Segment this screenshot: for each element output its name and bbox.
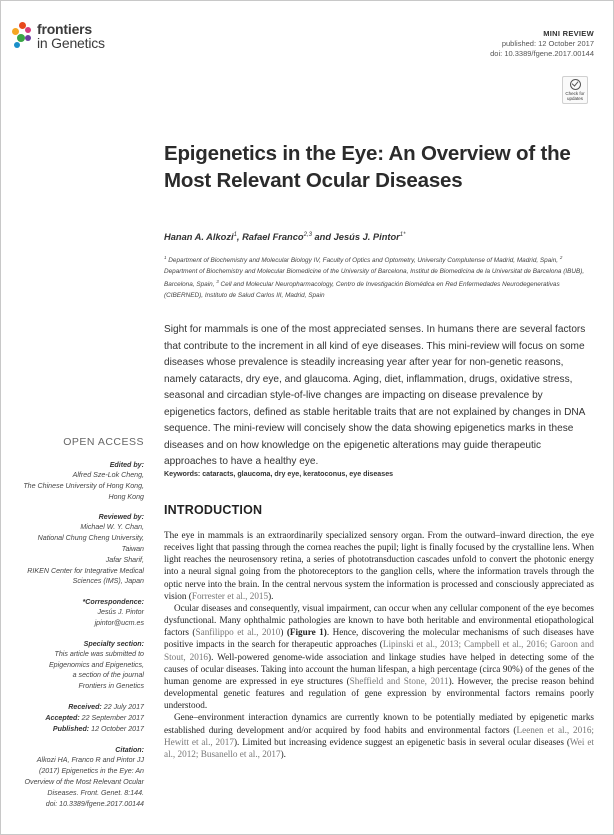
citation-label: Citation: (115, 746, 144, 755)
citation-link[interactable]: Wei et al., 2012; Busanello et al., 2017 (164, 736, 594, 759)
citation-doi[interactable]: doi: 10.3389/fgene.2017.00144 (45, 799, 144, 808)
specialty-label: Specialty section: (83, 639, 144, 648)
keywords-list: cataracts, glaucoma, dry eye, keratoconus, eye diseases (200, 470, 394, 478)
affiliation-text: Department of Biochemistry and Molecular Biomedicine of the University of Barcelona, Institut de Biomedicina de la Universitat de Barcelona (IBUB), Barcelona, Spain, (164, 267, 585, 289)
citation-block (0, 745, 144, 809)
author-separator: and (311, 232, 334, 243)
reviewer-line: Taiwan (121, 544, 144, 553)
accepted-value: 22 September 2017 (79, 713, 144, 722)
received-value: 22 July 2017 (101, 702, 144, 711)
affiliation-text: Department of Biochemistry and Molecular Biology IV, Faculty of Optics and Optometry, University Complutense of Madrid, Madrid, Spain, (166, 257, 560, 265)
paragraph-text: Gene–environment interaction dynamics are currently known to be potentially mediated by epigenetic marks established during development and/or acquired by food habits and environmental factors ( (164, 712, 594, 735)
affiliation-sup: 1 (164, 255, 167, 260)
author-affiliation-sup: 1* (399, 232, 406, 238)
citation-link[interactable]: Lipinski et al., 2013; Campbell et al., 2016; Garoon and Stout, 2016 (164, 639, 595, 662)
frontiers-logo-icon (12, 22, 34, 52)
published-date-sidebar (0, 724, 144, 735)
keywords-label: Keywords: (164, 470, 201, 478)
reviewer-line[interactable]: Michael W. Y. Chan, (80, 523, 144, 532)
accepted-label: Accepted: (45, 713, 80, 722)
paragraph-text: ) (280, 627, 287, 638)
specialty-line: Frontiers in Genetics (78, 682, 144, 691)
edited-by-label: Edited by: (109, 461, 144, 469)
affiliation-sup: 2 (559, 255, 563, 260)
published-label: Published: (52, 724, 90, 733)
paragraph-text: ). However, the precise reason behind developmental genetic features and regulation of gene expression by environmental factors remains poorly understood. (164, 675, 594, 711)
article-title: Epigenetics in the Eye: An Overview of the Most Relevant Ocular Diseases (164, 142, 571, 192)
specialty-block (0, 639, 144, 692)
published-value: 12 October 2017 (89, 724, 144, 733)
edited-by-block (0, 460, 144, 502)
author-list (164, 232, 405, 242)
abstract: Sight for mammals is one of the most appreciated senses. In humans there are several factors that contribute to the increment in all kind of eye diseases. This mini-review will focus on some diseases whose prevalence is steadily increasing year after year for non-genetic reasons, namely cataracts, dry eye, and glaucoma. Aging, diet, inflammation, drugs, oxidative stress, seasonal and circadian style-of-live changes are impacting on disease prevalence by epigenetics factors, defined as stable heritable traits that are not explained by changes in DNA sequence. The mini-review will concisely show the data showing epigenetics marks in these diseases and on how knowledge on the epigenetic alterations may guide therapeutic approaches to have a healthy eye. (164, 324, 586, 467)
paragraph-text: The eye in mammals is an extraordinarily specialized sensory organ. From the outward–inward direction, the eye receives light that passing through the cornea reaches the pupil; light is finally focused by the crystalline lens. When light reaches the neurosensory retina, a series of phototransduction cascades unfold to convert the photonic energy into a neural signal going from the photoreceptors to the ganglion cells, where the information travels through the optic nerve into the brain. In the central nervous system the information is processed and consciously appreciated as vision ( (164, 530, 594, 601)
specialty-line: a section of the journal (72, 671, 144, 680)
paragraph-text: . Hence, discovering the molecular mechanisms of such diseases have positive impacts in the search for therapeutic approaches ( (164, 627, 594, 650)
check-for-updates-button[interactable] (562, 76, 588, 104)
article-type: MINI REVIEW (543, 29, 594, 38)
paragraph-text: ). (268, 590, 274, 601)
editor-line: The Chinese University of Hong Kong, (23, 481, 144, 490)
dates-block (0, 702, 144, 734)
correspondence-email[interactable]: jpintor@ucm.es (94, 618, 144, 627)
logo-brand-text: frontiers (37, 21, 92, 37)
author-affiliation-sup: 2,3 (303, 232, 312, 238)
citation-line: Alkozi HA, Franco R and Pintor JJ (36, 756, 144, 765)
open-access-label: OPEN ACCESS (63, 436, 144, 448)
accepted-date (0, 713, 144, 724)
check-icon (570, 79, 581, 90)
reviewer-line[interactable]: Jafar Sharif, (105, 555, 144, 564)
affiliation-text: Cell and Molecular Neuropharmacology, Centro de Investigación Biomédica en Red Enfermedades Neurodegenerativas (CIBERNED), Instituto de Salud Carlos III, Madrid, Spain (164, 281, 560, 300)
paragraph (164, 711, 594, 760)
introduction-body (164, 529, 594, 760)
citation-line: (2017) Epigenetics in the Eye: An (38, 767, 144, 776)
published-date: published: 12 October 2017 (501, 39, 594, 48)
article-sidebar (0, 436, 144, 819)
citation-line: Overview of the Most Relevant Ocular (24, 777, 144, 786)
reviewed-by-label: Reviewed by: (98, 513, 144, 522)
check-updates-label: Check for updates (565, 91, 585, 101)
reviewer-line: National Chung Cheng University, (37, 534, 144, 543)
specialty-line: Epigenomics and Epigenetics, (48, 660, 144, 669)
affiliations (164, 253, 592, 302)
section-heading-introduction: INTRODUCTION (164, 503, 263, 517)
reviewer-line: Sciences (IMS), Japan (72, 577, 144, 586)
doi-link[interactable]: doi: 10.3389/fgene.2017.00144 (490, 49, 594, 58)
citation-link[interactable]: Leenen et al., 2016; Hewitt et al., 2017 (164, 724, 594, 747)
paragraph (164, 602, 594, 711)
author-separator: , (236, 232, 243, 243)
author-name[interactable]: Jesús J. Pintor (333, 232, 400, 243)
citation-link[interactable]: Sheffield and Stone, 2011 (349, 675, 449, 686)
citation-link[interactable]: Forrester et al., 2015 (191, 590, 269, 601)
author-name[interactable]: Rafael Franco (242, 232, 304, 243)
correspondence-name[interactable]: Jesús J. Pintor (97, 608, 144, 617)
reviewed-by-block (0, 512, 144, 587)
editor-line: Hong Kong (108, 492, 144, 501)
editor-line[interactable]: Alfred Sze-Lok Cheng, (72, 471, 144, 479)
article-meta (490, 29, 594, 59)
paragraph-text: Ocular diseases and consequently, visual impairment, can occur when any cellular component of the eye becomes dysfunctional. Many ophthalmic pathologies are known to have both heritable and environmental etiopathological factors ( (164, 602, 594, 638)
paragraph-text: ). Limited but increasing evidence suggest an epigenetic basis in several ocular diseases ( (233, 736, 570, 747)
affiliation-sup: 3 (216, 279, 219, 285)
citation-line: Diseases. Front. Genet. 8:144. (47, 788, 144, 797)
paragraph (164, 529, 594, 602)
author-name[interactable]: Hanan A. Alkozi (164, 232, 234, 243)
reviewer-line: RIKEN Center for Integrative Medical (27, 566, 144, 575)
citation-link[interactable]: Sanfilippo et al., 2010 (195, 627, 281, 638)
specialty-line: This article was submitted to (54, 649, 144, 658)
keywords (164, 470, 393, 478)
correspondence-block (0, 597, 144, 629)
paragraph-text: ). Well-powered genome-wide association and linkage studies have helped in detecting some of the causes of ocular diseases. Taking into account the human lifespan, a high percentage (circa 90%) of the genes of the human genome are expressed in eye structures ( (164, 651, 594, 686)
received-date (0, 702, 144, 713)
figure-link[interactable]: (Figure 1) (286, 627, 327, 638)
correspondence-label: *Correspondence: (82, 598, 144, 607)
journal-logo[interactable] (12, 22, 105, 52)
paragraph-text: ). (280, 748, 286, 759)
author-affiliation-sup: 1 (233, 232, 237, 238)
logo-journal-text: in Genetics (37, 35, 105, 51)
received-label: Received: (68, 702, 102, 711)
